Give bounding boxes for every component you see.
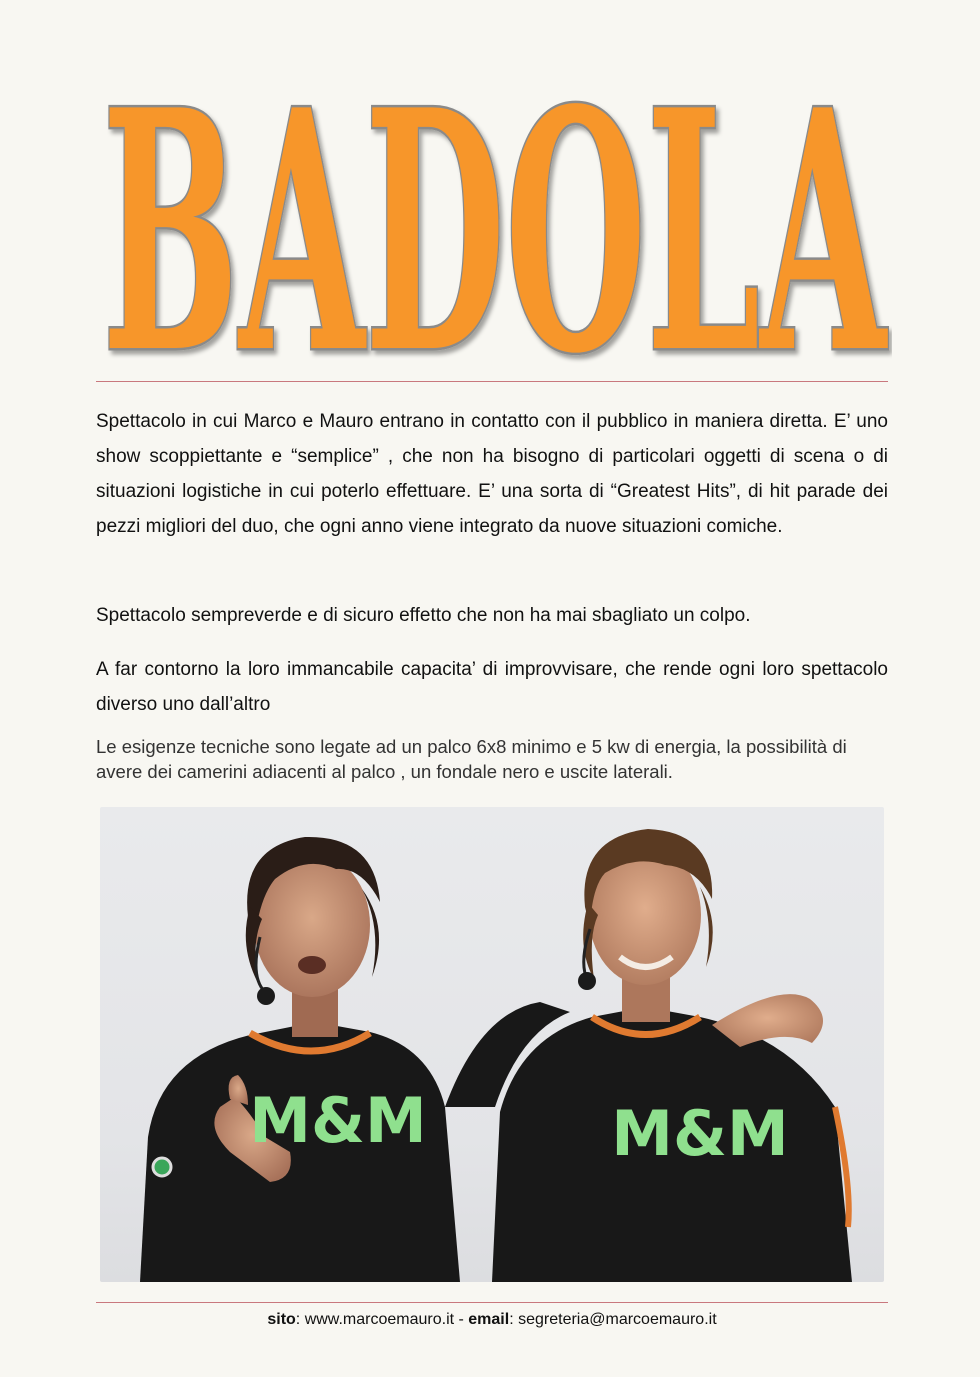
site-label: sito [267, 1311, 296, 1328]
footer-contacts: sito: www.marcoemauro.it - email: segreteria@marcoemauro.it [267, 1311, 717, 1328]
paragraph-intro: Spettacolo in cui Marco e Mauro entrano in contatto con il pubblico in maniera diretta. E’ uno show scoppiettante e “semplice” , che non ha bisogno di particolari oggetti di scena o di situazioni logistiche in cui poterlo effettuare. E’ una sorta di “Greatest Hits”, di hit parade dei pezzi migliori del duo, che ogni anno viene integrato da nuove situazioni comiche. [96, 411, 888, 537]
person-left [140, 837, 460, 1282]
title-logo-graphic [96, 62, 892, 370]
footer-separator: - [454, 1311, 469, 1328]
email-link[interactable]: segreteria@marcoemauro.it [518, 1311, 717, 1328]
page-title: BADOLA [102, 62, 890, 370]
paragraph-evergreen: Spettacolo sempreverde e di sicuro effetto che non ha mai sbagliato un colpo. [96, 605, 751, 626]
email-label: email [468, 1311, 510, 1328]
paragraph-technical-requirements: Le esigenze tecniche sono legate ad un palco 6x8 minimo e 5 kw di energia, la possibilità di avere dei camerini adiacenti al palco , un fondale nero e uscite laterali. [96, 736, 847, 782]
shirt-logo-left: M&M [249, 1084, 427, 1157]
person-right [445, 829, 852, 1282]
duo-photo-illustration [100, 807, 884, 1282]
top-divider [96, 381, 888, 382]
paragraph-improvisation: A far contorno la loro immancabile capacita’ di improvvisare, che rende ogni loro spettacolo diverso uno dall’altro [96, 659, 888, 715]
title-logo [96, 62, 892, 370]
shirt-logo-right: M&M [611, 1097, 789, 1170]
site-link[interactable]: www.marcoemauro.it [304, 1311, 455, 1328]
duo-photo [100, 807, 884, 1282]
bottom-divider [96, 1302, 888, 1303]
